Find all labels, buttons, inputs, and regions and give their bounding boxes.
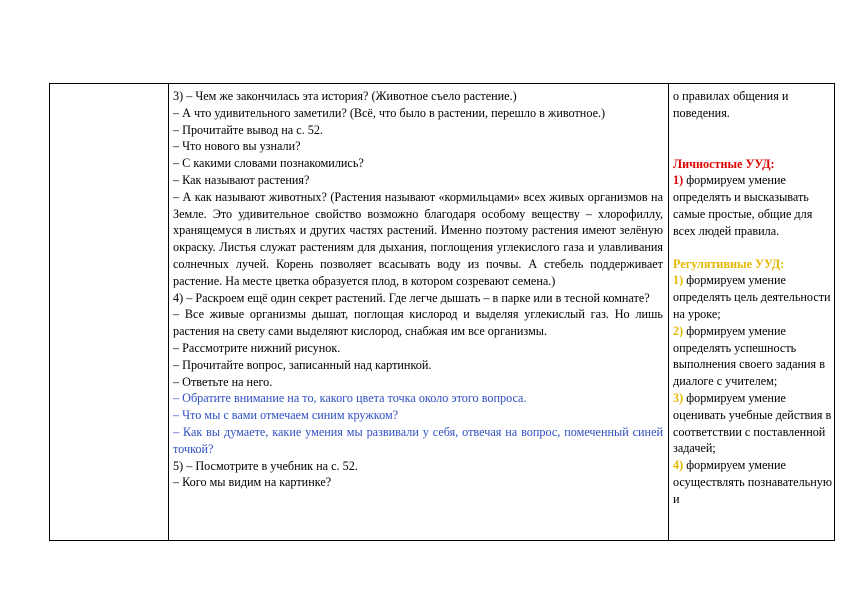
- text-line-blue: – Что мы с вами отмечаем синим кружком?: [173, 408, 399, 423]
- item-number: 1): [673, 273, 684, 288]
- personal-uud-heading: Личностные УУД:: [673, 156, 775, 171]
- text-line: – С какими словами познакомились?: [173, 156, 364, 171]
- teacher-activity-cell: [173, 88, 663, 491]
- item-number: 4): [673, 458, 684, 473]
- item-text: формируем умение определять успешность выполнения своего задания в диалоге с учителем;: [673, 323, 825, 389]
- text-line: – А как называют животных? (Растения называют «кормильцами» всех живых организмов на Земле. Это удивительное свойство возможно благодаря особому веществу – хлорофиллу, хранящемуся в листьях и других частях растений. Именно поэтому растения имеют зелёную окраску. Листья служат растениям для дыхания, поглощения углекислого газа и улавливания солнечных лучей. Корень позволяет всасывать воду из почвы. А стебель поддерживает растение. На месте цветка образуется плод, в котором созревают семена.): [173, 189, 663, 288]
- regulatory-uud-item: [673, 457, 833, 507]
- regulatory-uud-item: [673, 323, 833, 390]
- regulatory-uud-item: [673, 272, 833, 322]
- item-number: 3): [673, 390, 684, 405]
- text-line: 4) – Раскроем ещё один секрет растений. Где легче дышать – в парке или в тесной комнате?: [173, 290, 650, 305]
- column-divider: [168, 84, 169, 540]
- personal-uud-item: [673, 172, 833, 239]
- item-text: формируем умение осуществлять познавательную и: [673, 458, 832, 506]
- item-number: 1): [673, 173, 684, 188]
- text-line: – Кого мы видим на картинке?: [173, 475, 332, 490]
- text-line: – Рассмотрите нижний рисунок.: [173, 340, 341, 355]
- item-number: 2): [673, 323, 684, 338]
- text-line: – А что удивительного заметили? (Всё, что было в растении, перешло в животное.): [173, 105, 606, 120]
- item-text: формируем умение определять цель деятельности на уроке;: [673, 273, 831, 321]
- text-line: – Прочитайте вопрос, записанный над картинкой.: [173, 357, 432, 372]
- text-line: – Как называют растения?: [173, 172, 310, 187]
- item-text: формируем умение оценивать учебные действия в соответствии с поставленной задачей;: [673, 390, 832, 456]
- empty-stage-cell: [50, 84, 168, 540]
- column-divider: [668, 84, 669, 540]
- regulatory-uud-item: [673, 390, 833, 457]
- text-line: 5) – Посмотрите в учебник на с. 52.: [173, 458, 358, 473]
- text-line: 3) – Чем же закончилась эта история? (Животное съело растение.): [173, 89, 517, 103]
- text-line: – Что нового вы узнали?: [173, 139, 301, 154]
- text-line: – Все живые организмы дышат, поглощая кислород и выделяя углекислый газ. Но лишь растения на свету сами выделяют кислород, снабжая им все организмы.: [173, 307, 663, 339]
- item-text: формируем умение определять и высказывать самые простые, общие для всех людей правила.: [673, 173, 813, 238]
- text-line-blue: – Как вы думаете, какие умения мы развивали у себя, отвечая на вопрос, помеченный синей точкой?: [173, 424, 663, 456]
- text-line: – Прочитайте вывод на с. 52.: [173, 122, 323, 137]
- text-line: – Ответьте на него.: [173, 374, 273, 389]
- uud-cell: [673, 88, 833, 508]
- lesson-table: [49, 83, 835, 541]
- text-line-blue: – Обратите внимание на то, какого цвета точка около этого вопроса.: [173, 391, 527, 406]
- regulatory-uud-heading: Регулятивные УУД:: [673, 256, 785, 271]
- intro-text: о правилах общения и поведения.: [673, 89, 789, 120]
